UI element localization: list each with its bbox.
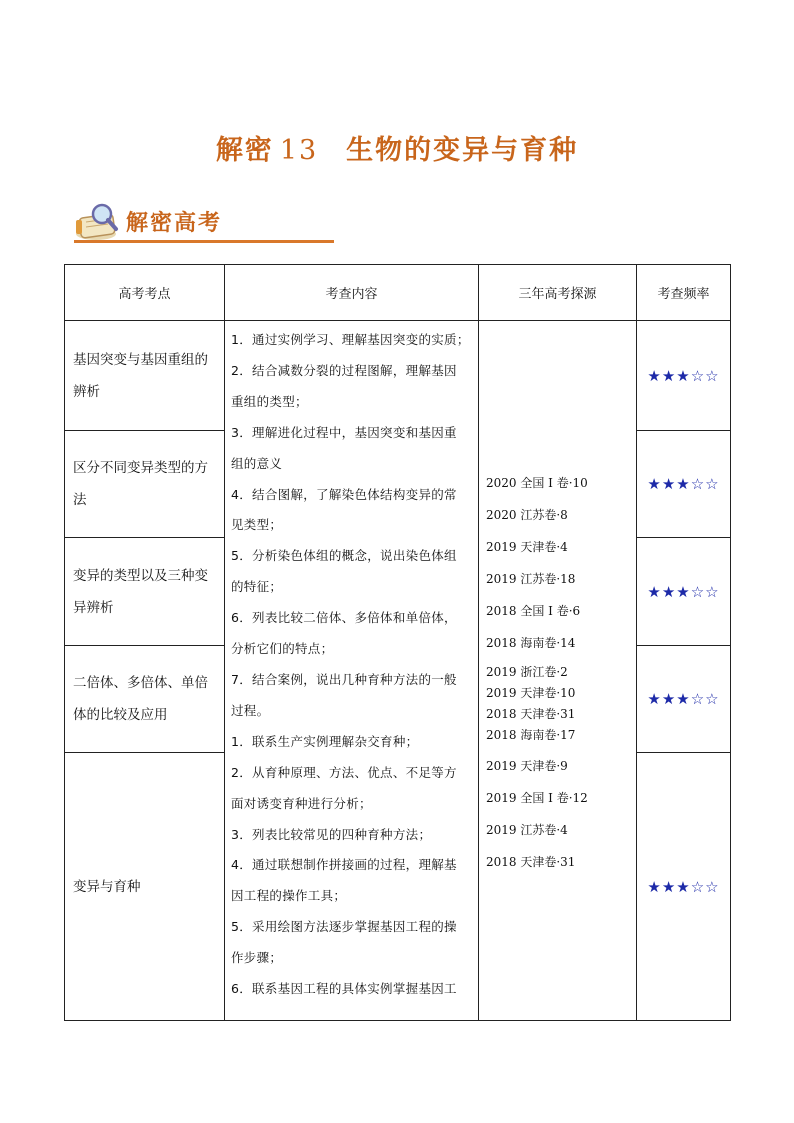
source-item: 2018 海南卷·14 bbox=[486, 636, 576, 650]
content-line: 分析它们的特点； bbox=[231, 641, 334, 657]
page-title bbox=[0, 128, 794, 167]
frequency-rating bbox=[637, 646, 731, 753]
content-line: 4．结合图解，了解染色体结构变异的常 bbox=[231, 486, 457, 502]
content-line: 因工程的操作工具； bbox=[231, 888, 347, 904]
source-item: 2020 全国 I 卷·10 bbox=[486, 476, 588, 490]
content-line: 3．列表比较常见的四种育种方法； bbox=[231, 826, 432, 842]
content-line: 4．通过联想制作拼接画的过程，理解基 bbox=[231, 857, 457, 873]
source-item: 2019 江苏卷·18 bbox=[486, 572, 576, 586]
section-underline bbox=[74, 240, 334, 243]
section-header bbox=[68, 200, 268, 246]
source-item: 2020 江苏卷·8 bbox=[486, 508, 568, 522]
section-label: 解密高考 bbox=[126, 210, 223, 236]
filled-stars: ★★★ bbox=[647, 366, 691, 385]
source-item: 2018 天津卷·31 bbox=[486, 707, 576, 721]
source-item: 2018 天津卷·31 bbox=[486, 855, 576, 869]
content-line: 1．联系生产实例理解杂交育种； bbox=[231, 733, 419, 749]
frequency-rating bbox=[637, 431, 731, 538]
content-cell bbox=[225, 321, 479, 1021]
exam-point: 二倍体、多倍体、单倍体的比较及应用 bbox=[65, 646, 225, 753]
header-frequency: 考查频率 bbox=[637, 265, 731, 321]
content-line: 重组的类型； bbox=[231, 393, 308, 409]
content-line: 5．分析染色体组的概念，说出染色体组 bbox=[231, 548, 457, 564]
exam-table bbox=[64, 264, 731, 1021]
empty-stars: ☆☆ bbox=[690, 475, 720, 493]
empty-stars: ☆☆ bbox=[690, 690, 720, 708]
exam-point: 基因突变与基因重组的辨析 bbox=[65, 321, 225, 431]
title-number: 13 bbox=[279, 135, 319, 166]
content-line: 面对诱变育种进行分析； bbox=[231, 795, 372, 811]
title-text: 生物的变异与育种 bbox=[346, 135, 579, 166]
sources-cell bbox=[479, 321, 637, 1021]
empty-stars: ☆☆ bbox=[690, 582, 720, 601]
source-item: 2019 全国 I 卷·12 bbox=[486, 791, 588, 805]
source-item: 2019 江苏卷·4 bbox=[486, 823, 568, 837]
header-sources: 三年高考探源 bbox=[479, 265, 637, 321]
frequency-rating bbox=[637, 321, 731, 431]
frequency-rating bbox=[637, 753, 731, 1021]
content-line: 6．列表比较二倍体、多倍体和单倍体， bbox=[231, 610, 457, 626]
content-line: 见类型； bbox=[231, 517, 283, 533]
content-line: 的特征； bbox=[231, 579, 283, 595]
content-line: 6．联系基因工程的具体实例掌握基因工 bbox=[231, 981, 457, 997]
table-row bbox=[65, 321, 731, 431]
header-content: 考查内容 bbox=[225, 265, 479, 321]
filled-stars: ★★★ bbox=[647, 877, 691, 896]
filled-stars: ★★★ bbox=[647, 582, 691, 601]
content-line: 5．采用绘图方法逐步掌握基因工程的操 bbox=[231, 919, 457, 935]
source-item: 2019 天津卷·9 bbox=[486, 759, 568, 773]
source-item: 2019 天津卷·4 bbox=[486, 540, 568, 554]
exam-point: 变异的类型以及三种变异辨析 bbox=[65, 538, 225, 646]
title-prefix: 解密 bbox=[215, 135, 274, 166]
filled-stars: ★★★ bbox=[647, 690, 691, 708]
source-item: 2019 天津卷·10 bbox=[486, 686, 576, 700]
empty-stars: ☆☆ bbox=[690, 366, 720, 385]
empty-stars: ☆☆ bbox=[690, 877, 720, 896]
content-line: 组的意义 bbox=[231, 455, 283, 471]
content-line: 3．理解进化过程中，基因突变和基因重 bbox=[231, 424, 457, 440]
source-item: 2018 海南卷·17 bbox=[486, 728, 576, 742]
content-line: 1．通过实例学习、理解基因突变的实质； bbox=[231, 332, 470, 347]
frequency-rating bbox=[637, 538, 731, 646]
header-exam-point: 高考考点 bbox=[65, 265, 225, 321]
content-line: 7．结合案例，说出几种育种方法的一般 bbox=[231, 671, 457, 687]
content-line: 2．结合减数分裂的过程图解，理解基因 bbox=[231, 362, 457, 378]
exam-point: 区分不同变异类型的方法 bbox=[65, 431, 225, 538]
content-line: 2．从育种原理、方法、优点、不足等方 bbox=[231, 764, 457, 780]
source-item: 2019 浙江卷·2 bbox=[486, 665, 568, 679]
exam-point: 变异与育种 bbox=[65, 753, 225, 1021]
table-header-row bbox=[65, 265, 731, 321]
filled-stars: ★★★ bbox=[647, 475, 691, 493]
content-line: 过程。 bbox=[231, 702, 270, 718]
content-line: 作步骤； bbox=[231, 950, 283, 966]
source-item: 2018 全国 I 卷·6 bbox=[486, 604, 581, 618]
